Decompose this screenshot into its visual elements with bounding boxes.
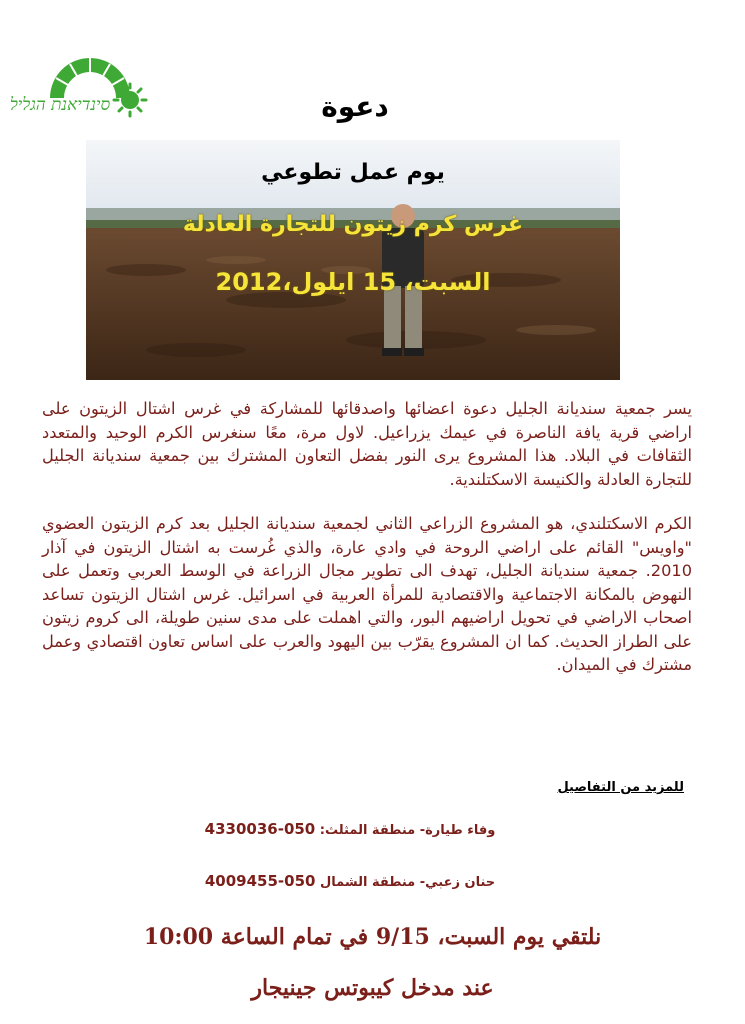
intro-paragraph: يسر جمعية سنديانة الجليل دعوة اعضائها واصدقائها للمشاركة في غرس اشتال الزيتون على اراضي قرية يافة الناصرة في عيمك يزراعيل. لاول مرة، معًا سنغرس الكرم الوحيد والمتعدد الثقافات في البلاد. هذا المشروع يرى النور بفضل التعاون المشترك بين جمعية سنديانة الجليل للتجارة العادلة والكنيسة الاسكتلندية. bbox=[42, 399, 692, 489]
olive-branch-sun-icon bbox=[0, 38, 160, 146]
contact-entry bbox=[150, 820, 550, 838]
meeting-time: نلتقي يوم السبت، 9/15 في تمام الساعة 10:00 bbox=[143, 924, 602, 950]
contact-name: وفاء طيارة- منطقة المثلث: bbox=[319, 823, 496, 838]
contact-phone: 050-4009455 bbox=[204, 872, 316, 890]
more-details-heading: للمزيد من التفاصيل bbox=[557, 780, 684, 795]
invitation-title: دعوة bbox=[321, 90, 389, 123]
project-paragraph: الكرم الاسكتلندي، هو المشروع الزراعي الثاني لجمعية سنديانة الجليل بعد كرم الزيتون العضوي "واويس" القائم على اراضي الروحة في وادي عارة، والذي غُرست به اشتال الزيتون في آذار 2010. جمعية سنديانة الجليل، تهدف الى تطوير مجال الزراعة في الوسط العربي وتعمل على النهوض بالمكانة الاجتماعية والاقتصادية للمرأة العربية في اسرائيل. غرس اشتال الزيتون تساعد اصحاب الاراضي في تحويل اراضيهم البور، والتي اهملت على مدى سنين طويلة، الى كروم زيتون على الطراز الحديث. كما ان المشروع يقرّب بين اليهود والعرب على اساس تعاون اقتصادي وعمل مشترك في الميدان. bbox=[42, 514, 692, 674]
contact-phone: 050-4330036 bbox=[204, 820, 316, 838]
organization-logo bbox=[0, 38, 160, 146]
contact-entry bbox=[150, 872, 550, 890]
event-date: السبت، 15 ايلول،2012 bbox=[215, 268, 491, 296]
hero-photo bbox=[86, 140, 620, 380]
event-description: غرس كرم زيتون للتجارة العادلة bbox=[182, 212, 524, 237]
meeting-location: عند مدخل كيبوتس جينيجار bbox=[251, 975, 494, 1001]
event-subtitle: يوم عمل تطوعي bbox=[261, 160, 445, 185]
logo-text: סינדיאנת הגליל bbox=[9, 95, 111, 115]
contact-name: حنان زعبي- منطقة الشمال bbox=[319, 875, 496, 890]
